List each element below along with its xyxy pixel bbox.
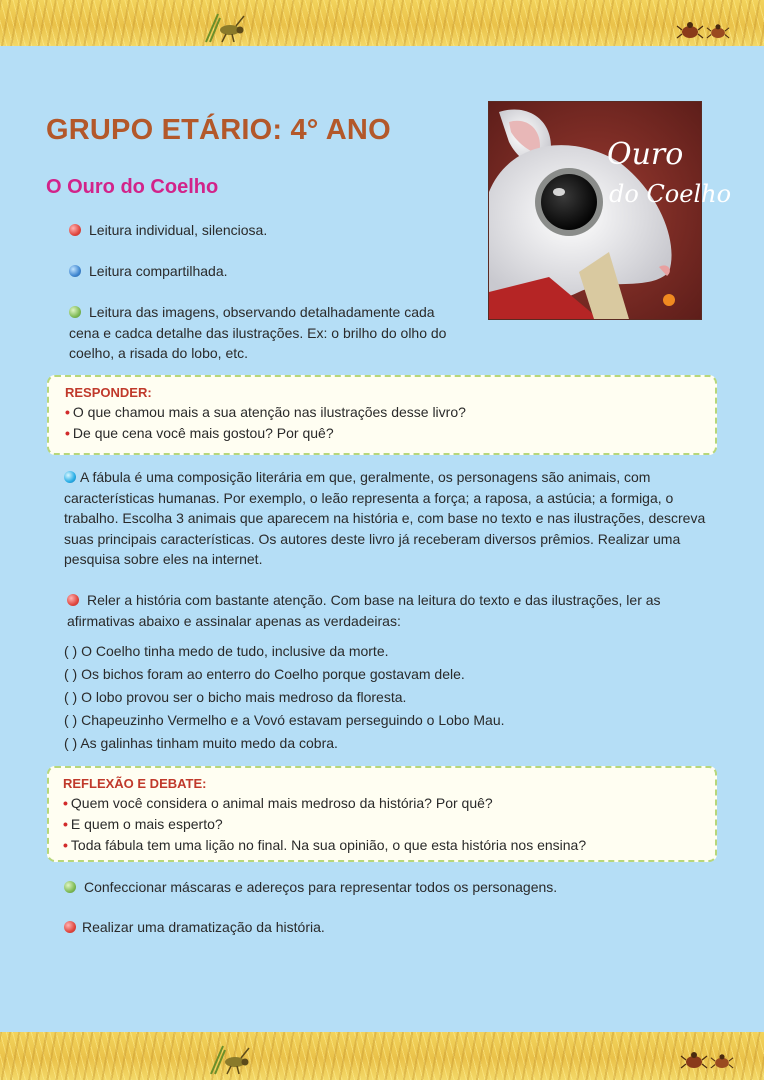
list-item: • O que chamou mais a sua atenção nas ilustrações desse livro? [65, 404, 466, 420]
beetle-icon [680, 1050, 708, 1072]
responder-box [47, 375, 717, 455]
svg-text:do Coelho: do Coelho [609, 180, 732, 208]
red-bullet-icon [69, 224, 81, 236]
grasshopper-icon [200, 4, 248, 44]
cyan-bullet-icon [64, 471, 76, 483]
statement-item: ( ) Chapeuzinho Vermelho e a Vovó estavam perseguindo o Lobo Mau. [64, 712, 505, 728]
top-grass-border [0, 0, 764, 46]
grasshopper-icon [205, 1036, 253, 1076]
list-item: • De que cena você mais gostou? Por quê? [65, 425, 334, 441]
beetle-icon [706, 22, 730, 42]
responder-title: RESPONDER: [65, 385, 152, 400]
bottom-grass-border [0, 1032, 764, 1080]
book-cover-image [488, 101, 732, 320]
list-item: Confeccionar máscaras e adereços para representar todos os personagens. [64, 877, 704, 898]
statement-item: ( ) O Coelho tinha medo de tudo, inclusive da morte. [64, 643, 389, 659]
list-item: Realizar uma dramatização da história. [64, 917, 704, 938]
green-bullet-icon [69, 306, 81, 318]
list-item: Leitura individual, silenciosa. [69, 220, 469, 241]
list-item: • Quem você considera o animal mais medroso da história? Por quê? [63, 795, 493, 811]
reflexao-box [47, 766, 717, 862]
beetle-icon [710, 1052, 734, 1072]
reflexao-title: REFLEXÃO E DEBATE: [63, 776, 207, 791]
green-bullet-icon [64, 881, 76, 893]
red-bullet-icon [64, 921, 76, 933]
list-item: Leitura compartilhada. [69, 261, 469, 282]
list-item: • Toda fábula tem uma lição no final. Na sua opinião, o que esta história nos ensina? [63, 837, 587, 853]
list-item: • E quem o mais esperto? [63, 816, 223, 832]
page-title: GRUPO ETÁRIO: 4° ANO [46, 114, 391, 146]
fable-paragraph: A fábula é uma composição literária em que, geralmente, os personagens são animais, com características humanas. Por exemplo, o leão representa a força; a raposa, a astúcia; a formiga, o trabalho. Escolha 3 animais que aparecem na história e, com base no texto e nas ilustrações, descreva suas principais características. Os autores deste livro já receberam diversos prêmios. Realizar uma pesquisa sobre eles na internet. [64, 469, 706, 567]
statement-item: ( ) Os bichos foram ao enterro do Coelho porque gostavam dele. [64, 666, 465, 682]
statement-item: ( ) As galinhas tinham muito medo da cobra. [64, 735, 338, 751]
book-title: O Ouro do Coelho [46, 176, 219, 198]
svg-text:Ouro: Ouro [607, 137, 684, 172]
red-bullet-icon [67, 594, 79, 606]
statement-item: ( ) O lobo provou ser o bicho mais medroso da floresta. [64, 689, 407, 705]
reread-paragraph: Reler a história com bastante atenção. Com base na leitura do texto e das ilustrações, ler as afirmativas abaixo e assinalar apenas as verdadeiras: [67, 592, 661, 629]
list-item: Leitura das imagens, observando detalhadamente cada cena e cadca detalhe das ilustrações. Ex: o brilho do olho do coelho, a risada do lobo, etc. [69, 304, 447, 361]
blue-bullet-icon [69, 265, 81, 277]
beetle-icon [676, 20, 704, 42]
